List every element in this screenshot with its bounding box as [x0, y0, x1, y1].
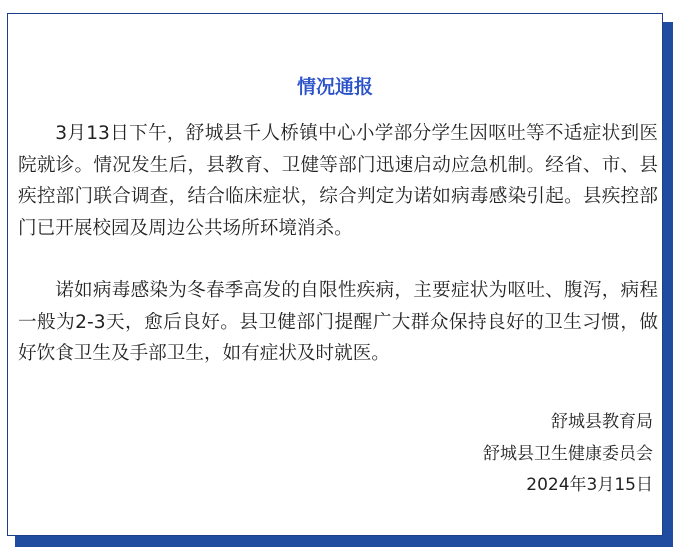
notice-date: 2024年3月15日 — [526, 475, 653, 495]
notice-title: 情况通报 — [296, 76, 373, 98]
notice-card — [7, 13, 663, 536]
signature-education-bureau: 舒城县教育局 — [551, 412, 653, 432]
paragraph-incident: 3月13日下午，舒城县千人桥镇中心小学部分学生因呕吐等不适症状到医院就诊。情况发生后，县教育、卫健等部门迅速启动应急机制。经省、市、县疾控部门联合调查，结合临床症状，综合判定为诺如病毒感染引起。县疾控部门已开展校园及周边公共场所环境消杀。 — [18, 123, 658, 239]
signature-health-commission: 舒城县卫生健康委员会 — [483, 444, 653, 464]
paragraph-advice: 诺如病毒感染为冬春季高发的自限性疾病，主要症状为呕吐、腹泻，病程一般为2-3天，愈后良好。县卫健部门提醒广大群众保持良好的卫生习惯，做好饮食卫生及手部卫生，如有症状及时就医。 — [18, 280, 658, 364]
